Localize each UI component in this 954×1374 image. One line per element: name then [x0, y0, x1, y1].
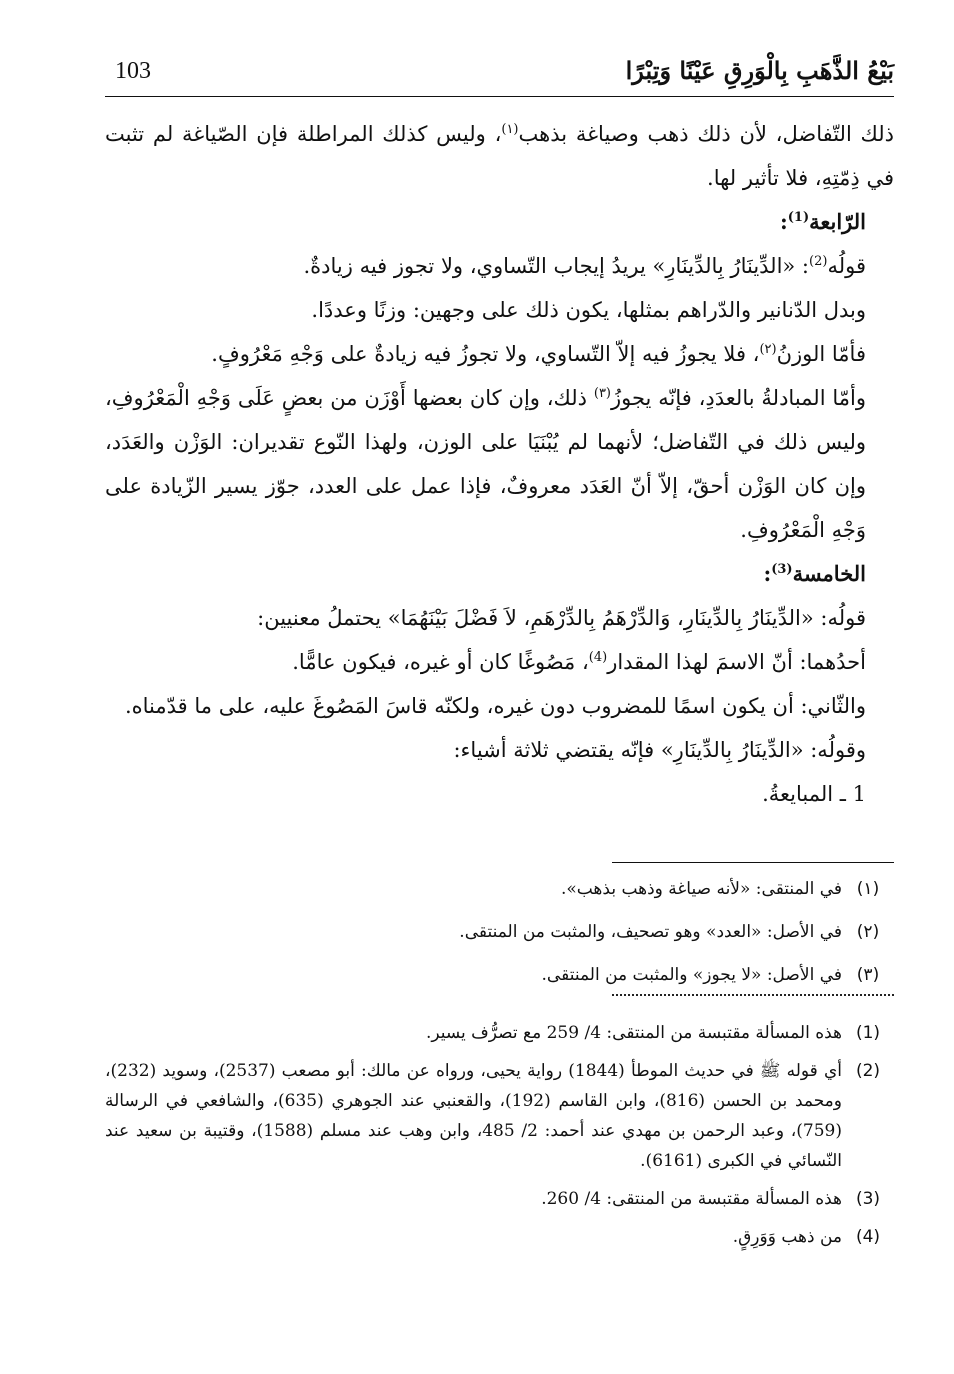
footnote-text: من ذهب وَوَرِقٍ. — [732, 1227, 842, 1247]
paragraph: أحدُهما: أنّ الاسمَ لهذا المقدار$^{(4)}$، مَصُوغًا كان أو غيره، فيكون عامًّا. — [292, 650, 866, 674]
footnote-number: (2) — [855, 1061, 881, 1081]
original-footnotes — [105, 872, 894, 1001]
footnote-number: (٢) — [856, 922, 880, 942]
footnote-text: في المنتقى: «لأنه صياغة وذهب بذهب». — [560, 879, 842, 899]
footnote-text: هذه المسألة مقتبسة من المنتقى: 4/ 259 مع تصرُّف يسير. — [425, 1023, 842, 1043]
page-number: 103 — [115, 58, 151, 84]
paragraph: وقولُه: «الدِّينَارُ بِالدِّينَارِ» فإنّه يقتضي ثلاثة أشياء: — [453, 738, 866, 762]
dotted-separator — [612, 994, 894, 996]
paragraph: قولُه: «الدِّينَارُ بِالدِّينَارِ، وَالدِّرْهَمُ بِالدِّرْهَمِ، لاَ فَضْلَ بَيْنَهُمَا» يحتملُ معنيين: — [257, 606, 866, 630]
footnote-ref: (٣) — [593, 386, 611, 401]
footnote-number: (3) — [855, 1189, 881, 1209]
paragraph: والثّاني: أن يكون اسمًا للمضروب دون غيره، ولكنّه قاسَ المَصُوغَ عليه، على ما قدّمناه. — [124, 694, 866, 718]
footnote-ref: (1) — [787, 210, 810, 225]
footnote-ref: (٢) — [759, 342, 777, 357]
footnote-number: (4) — [855, 1227, 881, 1247]
footnote — [105, 915, 894, 950]
footnote — [105, 1018, 894, 1048]
running-title: بَيْعُ الذَّهَبِ بِالْوَرِقِ عَيْنًا وَتِبْرًا — [625, 56, 894, 85]
footnote-ref: (3) — [771, 562, 793, 577]
footnote-ref: (١) — [501, 122, 519, 137]
list-item: 1 ـ المبايعةُ. — [762, 782, 866, 806]
footnote-rule — [612, 862, 894, 863]
paragraph: ذلك التّفاضل، لأن ذلك ذهب وصياغة بذهب$^{(١)}$، وليس كذلك المراطلة فإن الصّياغة لم تثبت في ذِمّتِهِ، فلا تأثير لها. — [105, 122, 894, 190]
footnote-text: أي قوله ﷺ في حديث الموطأ (1844) رواية يحيى، ورواه عن مالك: أبو مصعب (2537)، وسويد (232)، ومحمد بن الحسن (816)، وابن القاسم (192)، والقعنبي عند الجوهري (635)، والشافعي في الرسالة (759)، وعبد الرحمن بن مهدي عند أحمد: 2/ 485، وابن وهب عند مسلم (1588)، وقتيبة بن سعيد عند النّسائي في الكبرى (6161). — [105, 1061, 843, 1171]
paragraph: قولُه$^{(2)}$: «الدِّينَارُ بِالدِّينَارِ» يريدُ إيجاب التّساوي، ولا تجوز فيه زيادةٌ. — [303, 254, 866, 278]
main-text — [105, 112, 894, 816]
footnote-number: (١) — [856, 879, 880, 899]
footnote-text: في الأصل: «لا يجوز» والمثبت من المنتقى. — [541, 965, 842, 985]
header-rule — [105, 96, 894, 97]
footnote-text: هذه المسألة مقتبسة من المنتقى: 4/ 260. — [541, 1189, 842, 1209]
footnote — [105, 958, 894, 993]
paragraph: وأمّا المبادلةُ بالعدَدِ، فإنّه يجوزُ$^{(٣)}$ ذلك، وإن كان بعضها أَوْزَن من بعضٍ عَلَى وَجْهِ الْمَعْرُوفِ، وليس ذلك في التّفاضل؛ لأنهما لم يُبْنَيَا على الوزن، ولهذا النّوع تقديران: الوَزْن والعَدَد، وإن كان الوَزْن أحقّ، إلاّ أنّ العَدَد معروفٌ، فإذا عمل على العدد، جوّز يسير الزّيادة على وَجْهِ الْمَعْرُوفِ. — [105, 386, 867, 542]
footnote — [105, 1056, 894, 1176]
paragraph: فأمّا الوزنُ$^{(٢)}$، فلا يجوزُ فيه إلاّ التّساوي، ولا تجوزُ فيه زيادةٌ على وَجْهِ مَعْرُوفٍ. — [211, 342, 866, 366]
section-heading: الرّابعة$^{(1)}$: — [779, 209, 866, 234]
footnote-number: (1) — [855, 1023, 881, 1043]
footnote-ref: (4) — [588, 650, 608, 665]
footnote — [105, 872, 894, 907]
footnote-text: في الأصل: «العدد» وهو تصحيف، والمثبت من المنتقى. — [459, 922, 842, 942]
footnote-number: (٣) — [856, 965, 880, 985]
footnote-ref: (2) — [809, 254, 828, 269]
section-heading: الخامسة$^{(3)}$: — [763, 561, 866, 586]
editor-footnotes — [105, 1018, 894, 1260]
footnote — [105, 1222, 894, 1252]
footnote — [105, 1184, 894, 1214]
paragraph: وبدل الدّنانير والدّراهم بمثلها، يكون ذلك على وجهين: وزنًا وعددًا. — [311, 298, 866, 322]
page-header — [105, 56, 894, 92]
